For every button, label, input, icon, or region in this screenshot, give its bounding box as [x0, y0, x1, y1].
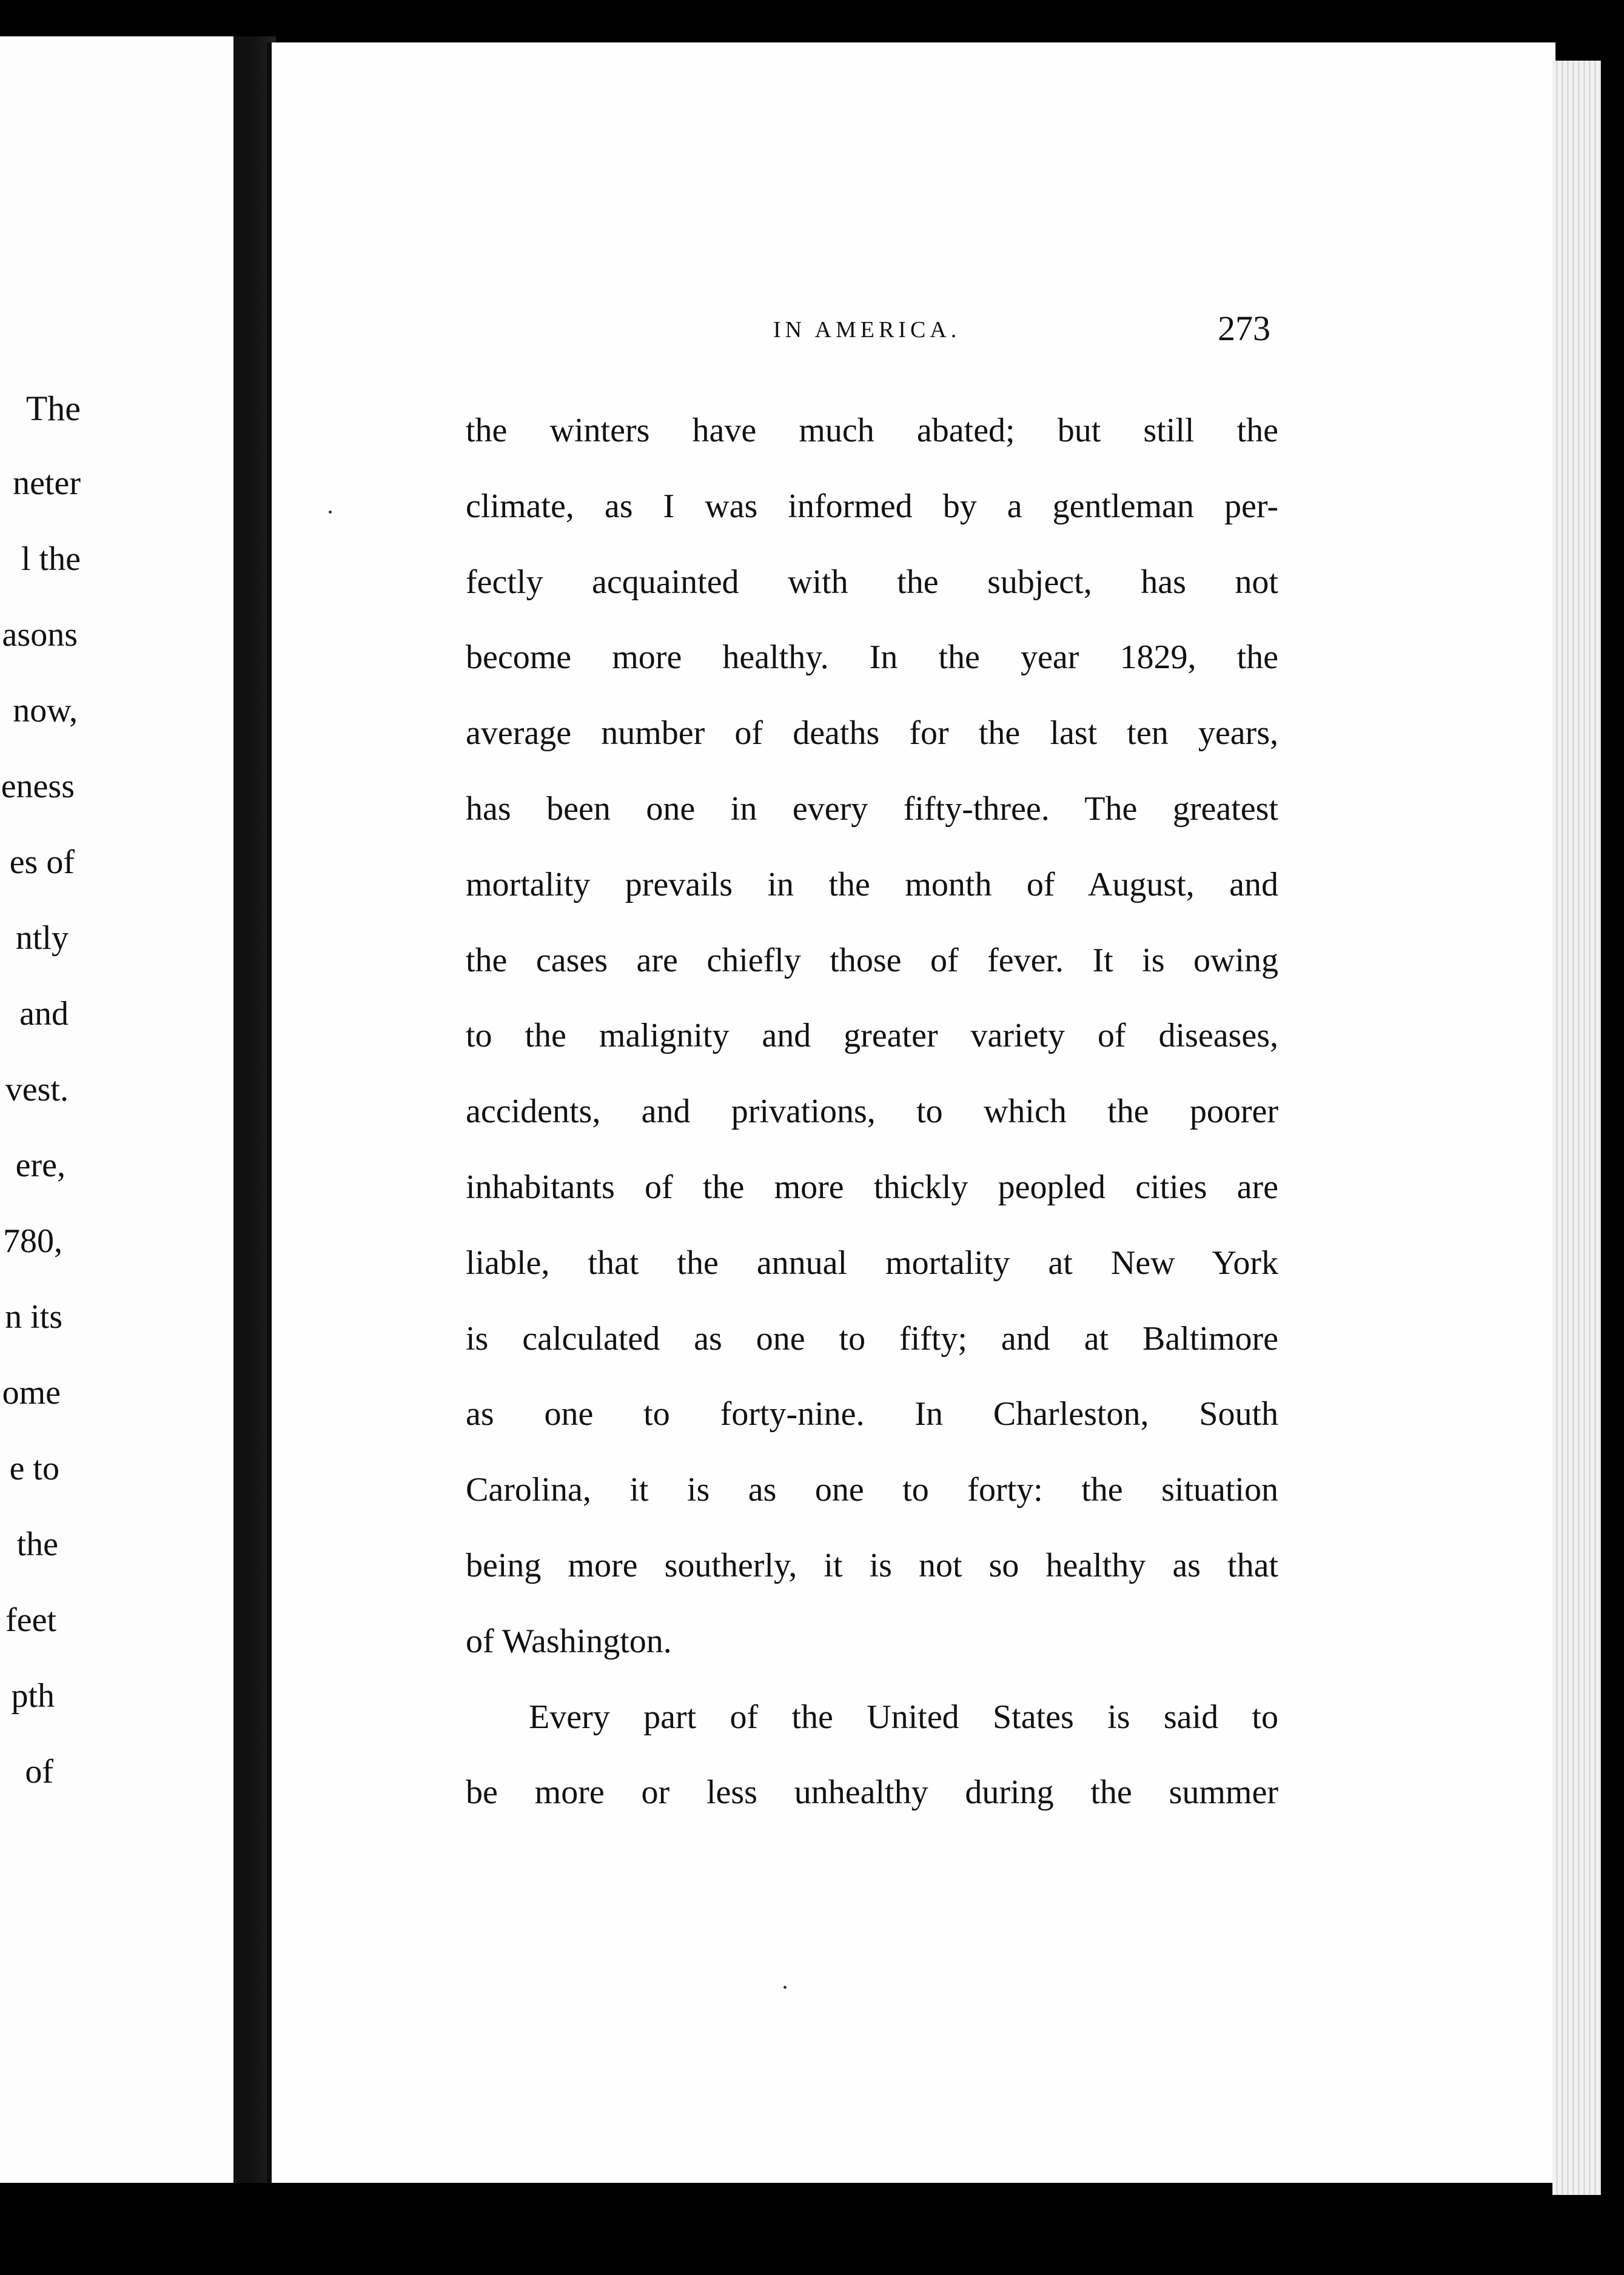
previous-page-line: asons [2, 616, 78, 654]
previous-page-line: vest. [5, 1071, 69, 1108]
body-text [466, 406, 1278, 1844]
text-line: liable, that the annual mortality at New York [466, 1244, 1278, 1282]
previous-page-edge [233, 36, 240, 2183]
text-line: the cases are chiefly those of fever. It is owing [466, 941, 1278, 979]
text-line: average number of deaths for the last ten years, [466, 714, 1278, 752]
page-edges [1552, 61, 1601, 2195]
text-line: the winters have much abated; but still the [466, 412, 1278, 449]
text-line: be more or less unhealthy during the summer [466, 1774, 1278, 1812]
previous-page-line: ntly [15, 919, 69, 957]
text-line: is calculated as one to fifty; and at Baltimore [466, 1319, 1278, 1358]
previous-page [0, 36, 240, 2183]
previous-page-line: the [16, 1526, 58, 1563]
previous-page-line: now, [13, 692, 78, 729]
text-line: climate, as I was informed by a gentleman per- [466, 487, 1278, 525]
previous-page-line: and [19, 995, 69, 1033]
text-line: as one to forty-nine. In Charleston, South [466, 1395, 1278, 1433]
text-line: become more healthy. In the year 1829, the [466, 638, 1278, 677]
previous-page-line: ome [2, 1374, 61, 1412]
previous-page-line: feet [5, 1601, 56, 1639]
text-line: has been one in every fifty-three. The greatest [466, 789, 1278, 828]
text-line: accidents, and privations, to which the poorer [466, 1093, 1278, 1131]
text-line: to the malignity and greater variety of diseases, [466, 1017, 1278, 1055]
previous-page-line: es of [9, 843, 75, 881]
previous-page-line: neter [13, 464, 81, 502]
running-head: IN AMERICA. [773, 317, 961, 343]
text-line: inhabitants of the more thickly peopled cities are [466, 1168, 1278, 1206]
text-line: being more southerly, it is not so healthy as that [466, 1546, 1278, 1584]
scan-speck [783, 1986, 787, 1989]
text-line: mortality prevails in the month of August, and [466, 865, 1278, 903]
previous-page-line: e to [9, 1450, 59, 1487]
previous-page-line: The [25, 389, 81, 428]
page-number: 273 [1218, 309, 1270, 348]
paragraph-start-line: Every part of the United States is said to [529, 1698, 1278, 1736]
text-line: Carolina, it is as one to forty: the situation [466, 1471, 1278, 1509]
previous-page-line: eness [1, 768, 75, 805]
previous-page-line: 780, [3, 1222, 62, 1260]
previous-page-line: ere, [15, 1147, 65, 1184]
previous-page-line: of [25, 1753, 53, 1791]
previous-page-line: pth [11, 1677, 55, 1715]
previous-page-line: n its [5, 1298, 62, 1336]
text-line: fectly acquainted with the subject, has not [466, 563, 1278, 601]
scan-speck [329, 511, 332, 514]
paragraph-end-line: of Washington. [466, 1622, 672, 1660]
previous-page-line: l the [21, 540, 81, 578]
